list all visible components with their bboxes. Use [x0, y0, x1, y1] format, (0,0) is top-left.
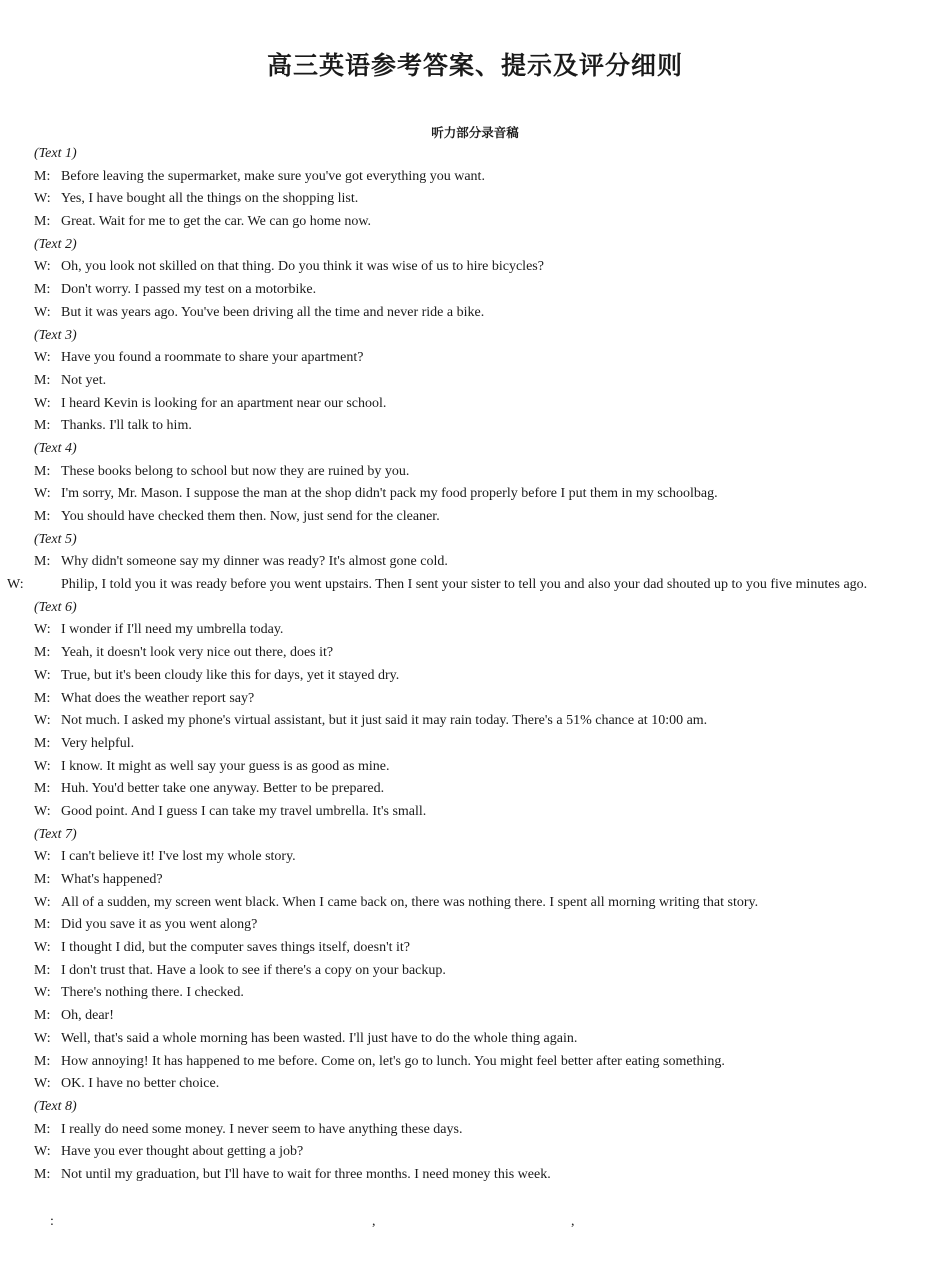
dialogue-text: Not much. I asked my phone's virtual assistant, but it just said it may rain today. There's a 51% chance at 10:00 am.: [61, 713, 708, 729]
dialogue-text: Have you ever thought about getting a job?: [61, 1144, 304, 1160]
speaker-label: W:: [34, 894, 51, 910]
dialogue-text: What does the weather report say?: [61, 690, 255, 706]
speaker-label: M:: [34, 282, 51, 298]
speaker-label: M:: [34, 372, 51, 388]
dialogue-text: Well, that's said a whole morning has been wasted. I'll just have to do the whole thing again.: [61, 1030, 578, 1046]
speaker-label: W:: [34, 622, 51, 638]
dialogue-text: I'm sorry, Mr. Mason. I suppose the man at the shop didn't pack my food properly before I put them in my schoolbag.: [61, 486, 718, 502]
cut-off-mark: ,: [372, 1214, 376, 1229]
dialogue-text: Did you save it as you went along?: [61, 917, 258, 933]
cut-off-mark: :: [50, 1214, 54, 1229]
dialogue-line: [34, 756, 924, 779]
dialogue-line: [34, 914, 924, 937]
speaker-label: M:: [34, 1121, 51, 1137]
dialogue-text: I wonder if I'll need my umbrella today.: [61, 622, 284, 638]
dialogue-line: [34, 279, 924, 302]
dialogue-text: I know. It might as well say your guess is as good as mine.: [61, 758, 390, 774]
dialogue-text: There's nothing there. I checked.: [61, 985, 244, 1001]
dialogue-line: [34, 1073, 924, 1096]
dialogue-line: [34, 256, 924, 279]
speaker-label: M:: [34, 1166, 51, 1182]
dialogue-line: [34, 642, 924, 665]
dialogue-text: Oh, you look not skilled on that thing. Do you think it was wise of us to hire bicycles?: [61, 259, 544, 275]
speaker-label: W:: [34, 667, 51, 683]
dialogue-text: I thought I did, but the computer saves things itself, doesn't it?: [61, 940, 410, 956]
dialogue-line: [34, 733, 924, 756]
dialogue-text: Not until my graduation, but I'll have to wait for three months. I need money this week.: [61, 1166, 551, 1182]
speaker-label: M:: [34, 509, 51, 524]
speaker-label: M:: [34, 418, 51, 434]
dialogue-text: What's happened?: [61, 872, 163, 888]
dialogue-line: [34, 937, 924, 960]
dialogue-text: Good point. And I guess I can take my travel umbrella. It's small.: [61, 803, 427, 819]
dialogue-line: [34, 869, 924, 892]
speaker-label: W:: [34, 1030, 51, 1046]
text-section-header: (Text 7): [34, 826, 77, 842]
dialogue-text: Philip, I told you it was ready before you went upstairs. Then I sent your sister to tell you and also your dad shouted up to you five minutes ago.: [61, 577, 868, 593]
dialogue-line: [34, 1028, 924, 1051]
dialogue-line: [34, 393, 924, 416]
speaker-label: W:: [34, 395, 51, 411]
dialogue-line: [34, 1051, 924, 1074]
dialogue-line: [34, 302, 924, 325]
dialogue-line: [34, 551, 924, 574]
dialogue-line: [34, 461, 924, 484]
dialogue-text: Oh, dear!: [61, 1008, 114, 1024]
speaker-label: W:: [34, 985, 51, 1001]
speaker-label: W:: [34, 350, 51, 366]
dialogue-line: [34, 1119, 924, 1142]
dialogue-text: I don't trust that. Have a look to see if there's a copy on your backup.: [61, 962, 446, 978]
dialogue-text: Don't worry. I passed my test on a motorbike.: [61, 282, 317, 298]
speaker-label: M:: [34, 214, 51, 230]
dialogue-text: I can't believe it! I've lost my whole story.: [61, 849, 296, 865]
dialogue-line: [7, 574, 924, 597]
dialogue-text: Very helpful.: [61, 735, 135, 751]
dialogue-text: How annoying! It has happened to me before. Come on, let's go to lunch. You might feel better after eating something.: [61, 1053, 725, 1069]
cut-off-line: [34, 1214, 924, 1234]
speaker-label: W:: [34, 304, 51, 320]
speaker-label: W:: [7, 577, 24, 593]
page-title: 高三英语参考答案、提示及评分细则: [266, 51, 683, 80]
dialogue-line: [34, 1164, 924, 1187]
dialogue-line: [34, 665, 924, 688]
text-section-header: (Text 5): [34, 531, 77, 547]
speaker-label: W:: [34, 940, 51, 956]
dialogue-text: Not yet.: [61, 372, 107, 388]
dialogue-text: Why didn't someone say my dinner was ready? It's almost gone cold.: [61, 554, 448, 570]
dialogue-line: [34, 801, 924, 824]
dialogue-text: I heard Kevin is looking for an apartment near our school.: [61, 395, 387, 411]
speaker-label: W:: [34, 1144, 51, 1160]
dialogue-text: Have you found a roommate to share your apartment?: [61, 350, 364, 366]
dialogue-line: [34, 619, 924, 642]
speaker-label: M:: [34, 1053, 51, 1069]
dialogue-text: Huh. You'd better take one anyway. Better to be prepared.: [61, 781, 385, 797]
dialogue-text: Yes, I have bought all the things on the shopping list.: [61, 191, 359, 207]
speaker-label: M:: [34, 781, 51, 797]
dialogue-line: [34, 370, 924, 393]
dialogue-line: [34, 778, 924, 801]
text-section-header: (Text 3): [34, 327, 77, 343]
cut-off-mark: ,: [571, 1214, 575, 1229]
speaker-label: W:: [34, 259, 51, 275]
speaker-label: M:: [34, 735, 51, 751]
dialogue-text: All of a sudden, my screen went black. When I came back on, there was nothing there. I spent all morning writing that story.: [61, 894, 759, 910]
dialogue-text: These books belong to school but now they are ruined by you.: [61, 463, 410, 479]
speaker-label: W:: [34, 486, 51, 502]
dialogue-text: OK. I have no better choice.: [61, 1076, 220, 1092]
speaker-label: W:: [34, 758, 51, 774]
dialogue-text: But it was years ago. You've been driving all the time and never ride a bike.: [61, 304, 485, 320]
dialogue-text: Yeah, it doesn't look very nice out there, does it?: [61, 645, 334, 661]
speaker-label: M:: [34, 554, 51, 570]
dialogue-line: [34, 982, 924, 1005]
speaker-label: M:: [34, 463, 51, 479]
dialogue-line: [34, 846, 924, 869]
speaker-label: W:: [34, 803, 51, 819]
speaker-label: M:: [34, 1008, 51, 1024]
dialogue-text: Thanks. I'll talk to him.: [61, 418, 192, 434]
section-title: 听力部分录音稿: [431, 125, 519, 140]
dialogue-text: True, but it's been cloudy like this for days, yet it stayed dry.: [61, 667, 400, 683]
transcript: [7, 143, 924, 1187]
dialogue-line: [34, 188, 924, 211]
dialogue-line: [34, 710, 924, 733]
dialogue-text: Great. Wait for me to get the car. We can go home now.: [61, 214, 372, 230]
dialogue-line: [34, 415, 924, 438]
text-section-header: (Text 4): [34, 440, 77, 456]
speaker-label: M:: [34, 962, 51, 978]
speaker-label: M:: [34, 872, 51, 888]
speaker-label: M:: [34, 168, 51, 184]
dialogue-text: I really do need some money. I never seem to have anything these days.: [61, 1121, 463, 1137]
speaker-label: W:: [34, 1076, 51, 1092]
text-section-header: (Text 6): [34, 599, 77, 615]
dialogue-text: You should have checked them then. Now, just send for the cleaner.: [61, 509, 440, 524]
dialogue-line: [34, 211, 924, 234]
text-section-header: (Text 8): [34, 1098, 77, 1114]
speaker-label: M:: [34, 690, 51, 706]
speaker-label: W:: [34, 713, 51, 729]
speaker-label: M:: [34, 917, 51, 933]
dialogue-line: [34, 688, 924, 711]
dialogue-line: [34, 347, 924, 370]
dialogue-line: [34, 892, 924, 915]
speaker-label: W:: [34, 191, 51, 207]
dialogue-line: [34, 1005, 924, 1028]
dialogue-line: [34, 506, 924, 529]
dialogue-line: [34, 1141, 924, 1164]
text-section-header: (Text 2): [34, 236, 77, 252]
dialogue-line: [34, 960, 924, 983]
dialogue-line: [34, 483, 924, 506]
dialogue-line: [34, 166, 924, 189]
speaker-label: W:: [34, 849, 51, 865]
speaker-label: M:: [34, 645, 51, 661]
dialogue-text: Before leaving the supermarket, make sure you've got everything you want.: [61, 168, 485, 184]
text-section-header: (Text 1): [34, 146, 77, 161]
